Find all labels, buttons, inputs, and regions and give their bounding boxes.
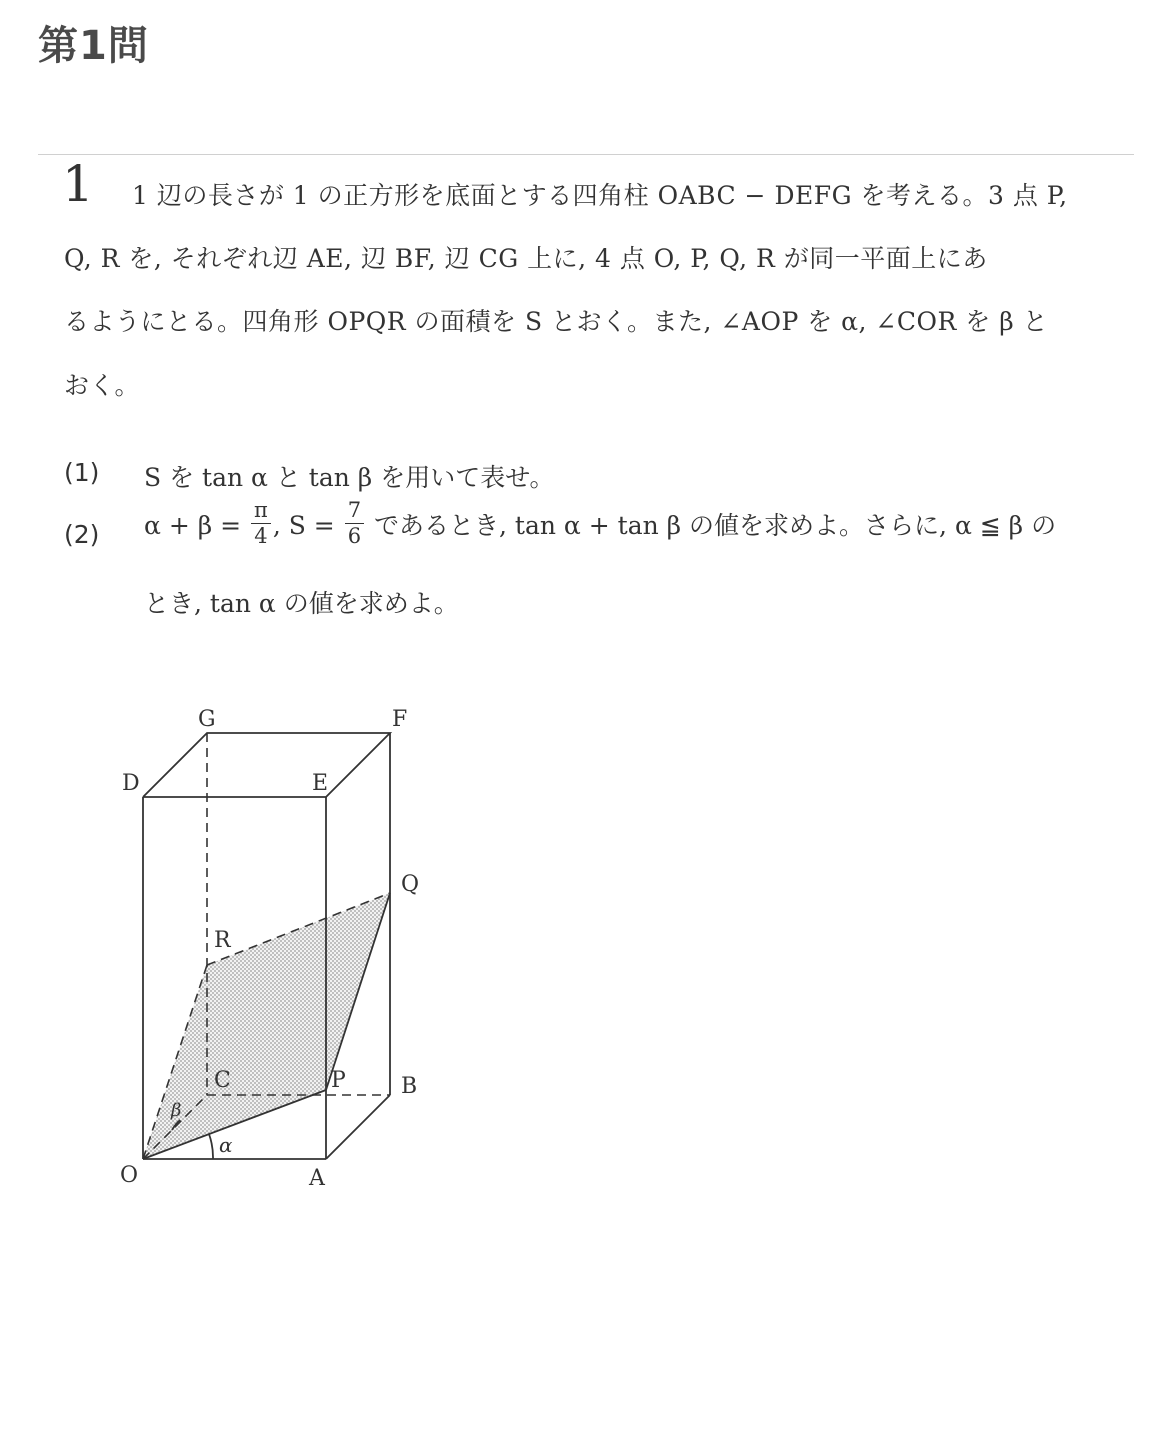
page-heading: 第1問 xyxy=(38,23,149,69)
label-d: D xyxy=(122,771,140,796)
part-1-label: (1) xyxy=(64,458,100,487)
part-2-label: (2) xyxy=(64,520,100,549)
label-r: R xyxy=(214,928,231,953)
label-beta: β xyxy=(171,1100,182,1121)
intro-line-2: Q, R を, それぞれ辺 AE, 辺 BF, 辺 CG 上に, 4 点 O, P, Q, R が同一平面上にあ xyxy=(64,244,988,273)
alpha-arc xyxy=(209,1134,213,1159)
label-f: F xyxy=(392,707,408,732)
part-2-tail: であるとき, tan α + tan β の値を求めよ。さらに, α ≦ β の xyxy=(366,511,1057,540)
fraction-denominator: 4 xyxy=(254,524,268,548)
intro-line-4: おく。 xyxy=(64,371,141,400)
intro-line-3: るようにとる。四角形 OPQR の面積を S とおく。また, ∠AOP を α, ∠COR を β と xyxy=(64,307,1049,336)
label-g: G xyxy=(198,707,216,732)
fraction-numerator: 7 xyxy=(345,500,364,524)
label-p: P xyxy=(331,1068,346,1093)
intro-line-1: 1 辺の長さが 1 の正方形を底面とする四角柱 OABC − DEFG を考える。3 点 P, xyxy=(132,181,1068,210)
label-o: O xyxy=(120,1163,139,1188)
label-q: Q xyxy=(401,872,420,897)
part-2-mid: , S = xyxy=(272,511,335,540)
label-c: C xyxy=(214,1068,231,1093)
part-1-text: S を tan α と tan β を用いて表せ。 xyxy=(144,463,555,492)
label-b: B xyxy=(401,1074,418,1099)
fraction-denominator: 6 xyxy=(347,524,362,548)
label-e: E xyxy=(312,771,329,796)
fraction-numerator: π xyxy=(251,500,271,524)
label-a: A xyxy=(309,1166,325,1191)
top-face-defg xyxy=(143,733,390,797)
part-2-line-2: とき, tan α の値を求めよ。 xyxy=(144,589,459,618)
part-2-lead: α + β = xyxy=(144,511,242,540)
problem-number: 1 xyxy=(62,155,94,213)
label-alpha: α xyxy=(219,1133,233,1157)
edge-ab xyxy=(326,1095,390,1159)
